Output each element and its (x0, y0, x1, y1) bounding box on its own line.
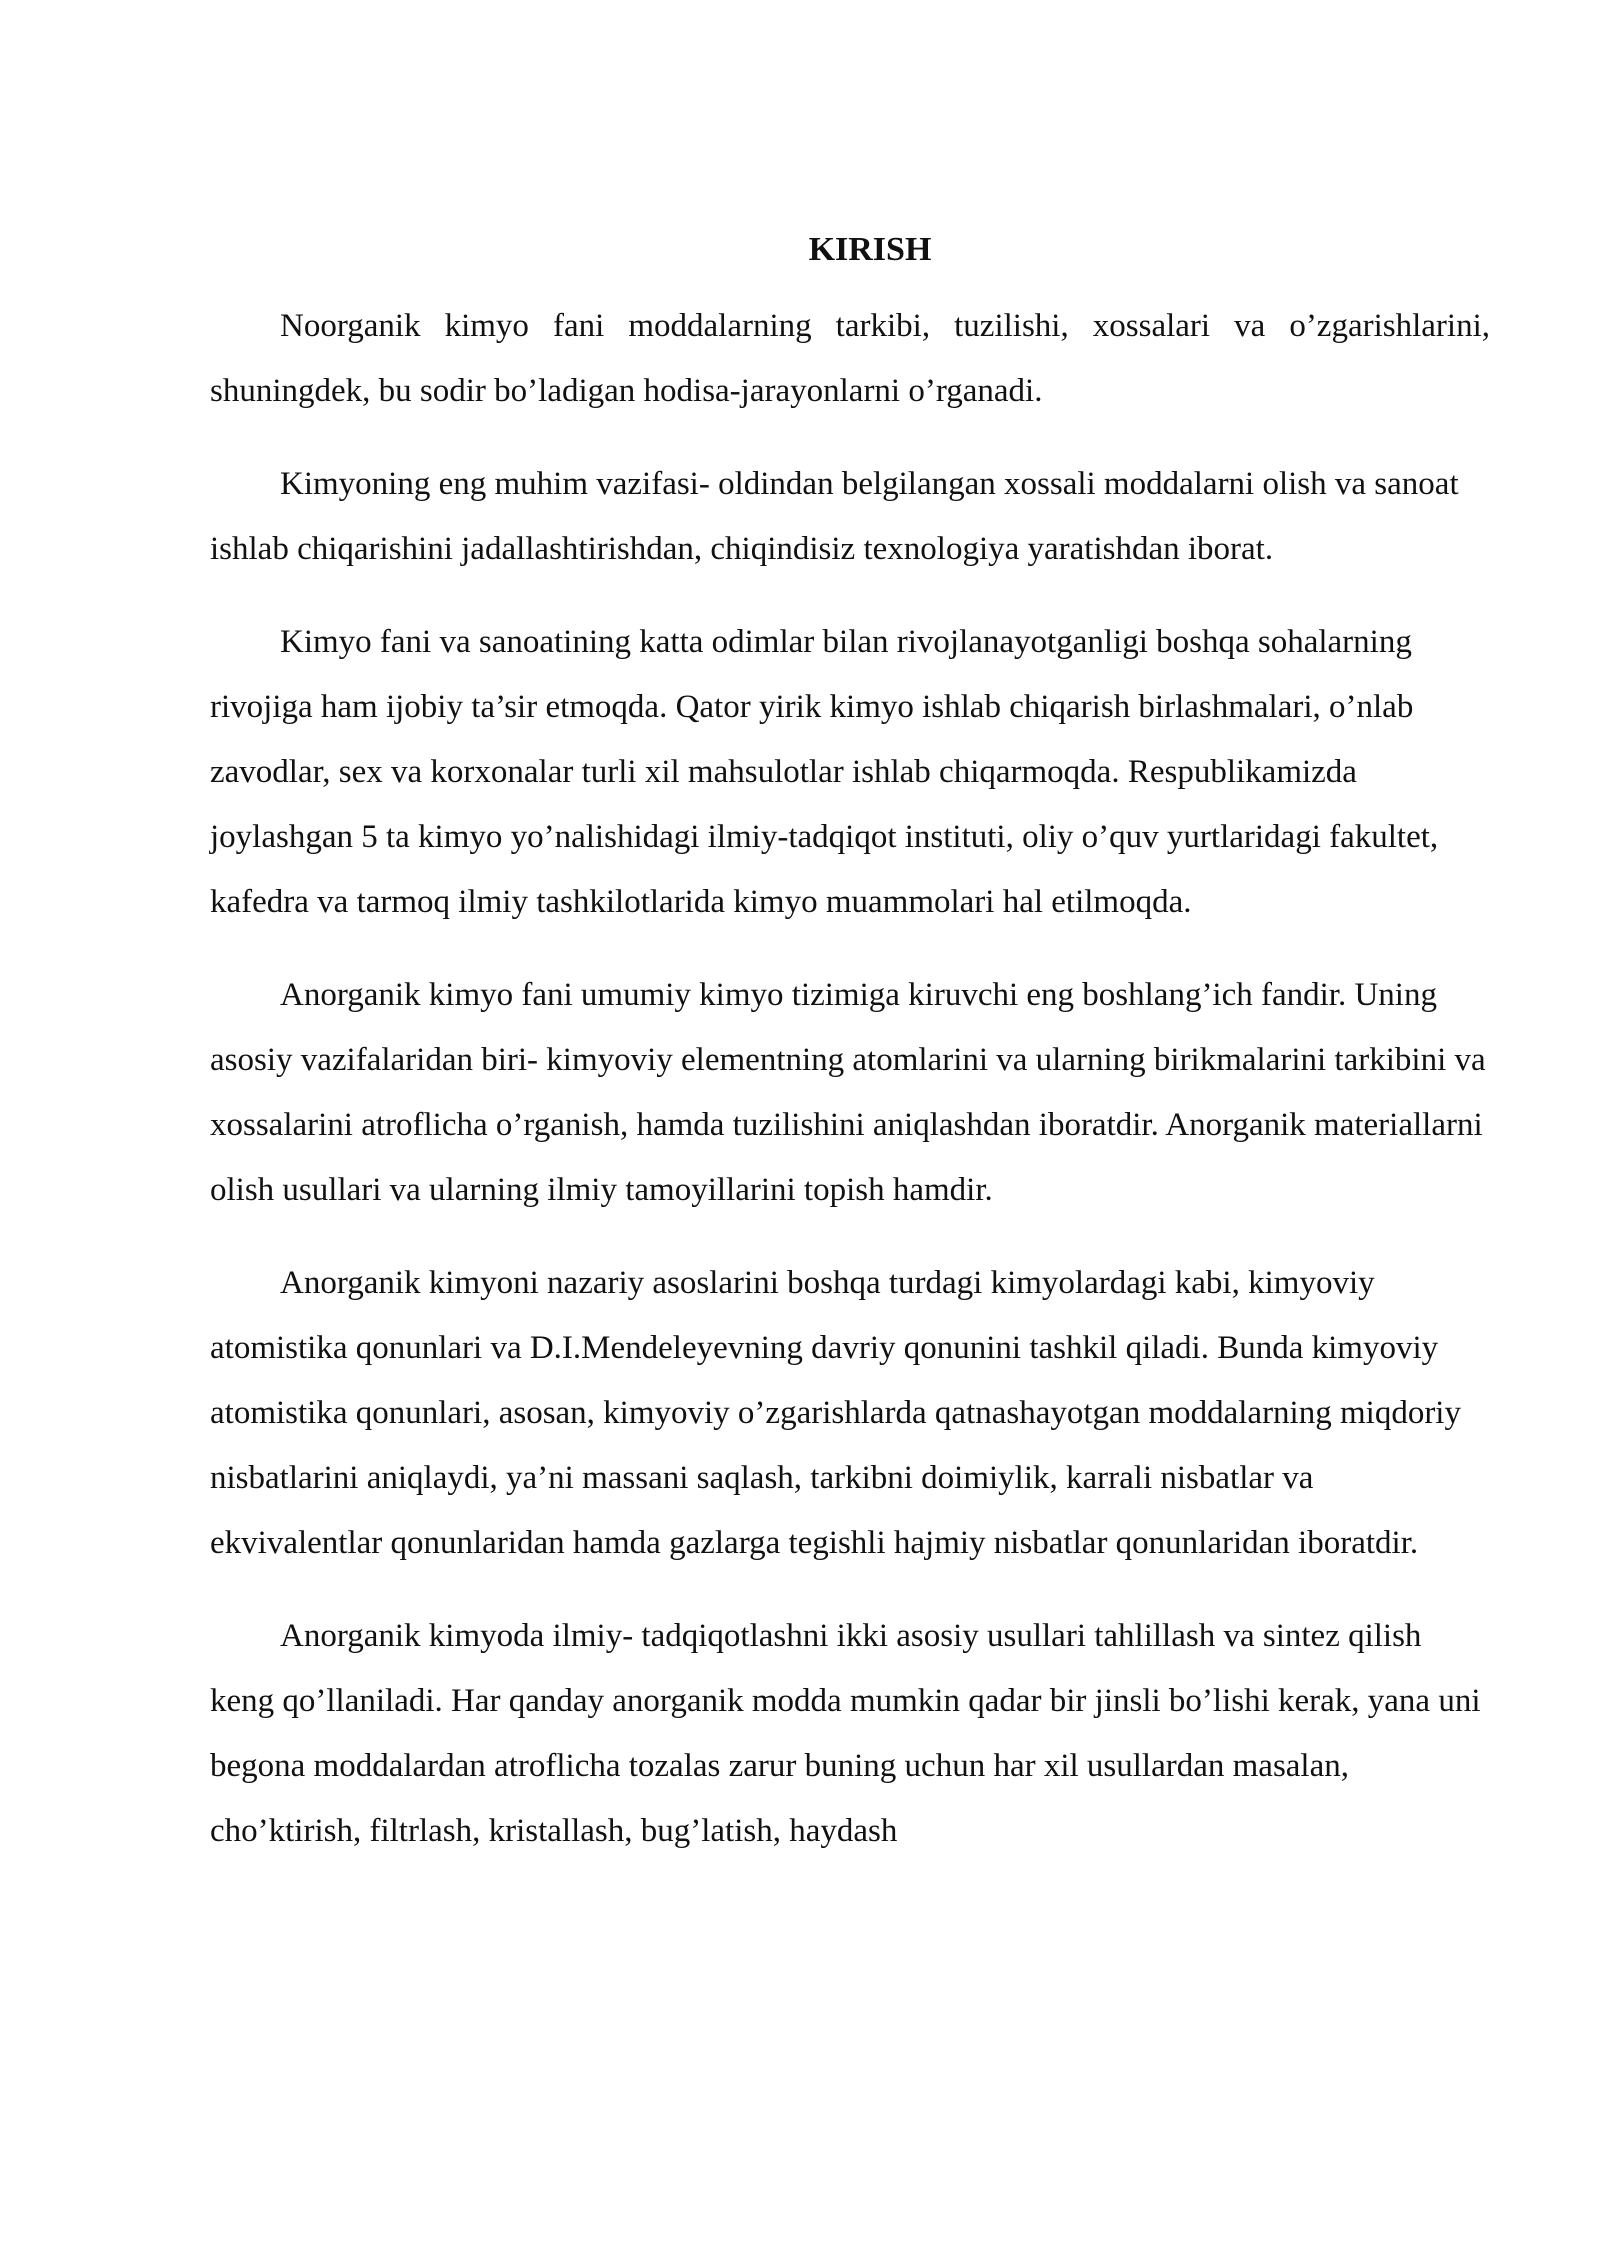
page-title: KIRISH (808, 231, 932, 268)
document-page (210, 228, 1490, 1892)
paragraph-4: Anorganik kimyo fani umumiy kimyo tizimiga kiruvchi eng boshlang’ich fandir. Uning asosiy vazifalaridan biri- kimyoviy elementning atomlarini va ularning birikmalarini tarkibini va xossalarini atroflicha o’rganish, hamda tuzilishini aniqlashdan iboratdir. Anorganik materiallarni olish usullari va ularning ilmiy tamoyillarini topish hamdir. (210, 977, 1486, 1208)
paragraph-1: Noorganik kimyo fani moddalarning tarkibi, tuzilishi, xossalari va o’zgarishlarini, shuningdek, bu sodir bo’ladigan hodisa-jarayonlarni o’rganadi. (210, 308, 1490, 409)
paragraph-5: Anorganik kimyoni nazariy asoslarini boshqa turdagi kimyolardagi kabi, kimyoviy atomistika qonunlari va D.I.Mendeleyevning davriy qonunini tashkil qiladi. Bunda kimyoviy atomistika qonunlari, asosan, kimyoviy o’zgarishlarda qatnashayotgan moddalarning miqdoriy nisbatlarini aniqlaydi, ya’ni massani saqlash, tarkibni doimiylik, karrali nisbatlar va ekvivalentlar qonunlaridan hamda gazlarga tegishli hajmiy nisbatlar qonunlaridan iboratdir. (210, 1265, 1461, 1561)
paragraph-3: Kimyo fani va sanoatining katta odimlar bilan rivojlanayotganligi boshqa sohalarning rivojiga ham ijobiy ta’sir etmoqda. Qator yirik kimyo ishlab chiqarish birlashmalari, o’nlab zavodlar, sex va korxonalar turli xil mahsulotlar ishlab chiqarmoqda. Respublikamizda joylashgan 5 ta kimyo yo’nalishidagi ilmiy-tadqiqot instituti, oliy o’quv yurtlaridagi fakultet, kafedra va tarmoq ilmiy tashkilotlarida kimyo muammolari hal etilmoqda. (210, 624, 1439, 920)
paragraph-6: Anorganik kimyoda ilmiy- tadqiqotlashni ikki asosiy usullari tahlillash va sintez qilish keng qo’llaniladi. Har qanday anorganik modda mumkin qadar bir jinsli bo’lishi kerak, yana uni begona moddalardan atroflicha tozalas zarur buning uchun har xil usullardan masalan, cho’ktirish, filtrlash, kristallash, bug’latish, haydash (210, 1618, 1481, 1849)
paragraph-2: Kimyoning eng muhim vazifasi- oldindan belgilangan xossali moddalarni olish va sanoat ishlab chiqarishini jadallashtirishdan, chiqindisiz texnologiya yaratishdan iborat. (210, 466, 1459, 567)
